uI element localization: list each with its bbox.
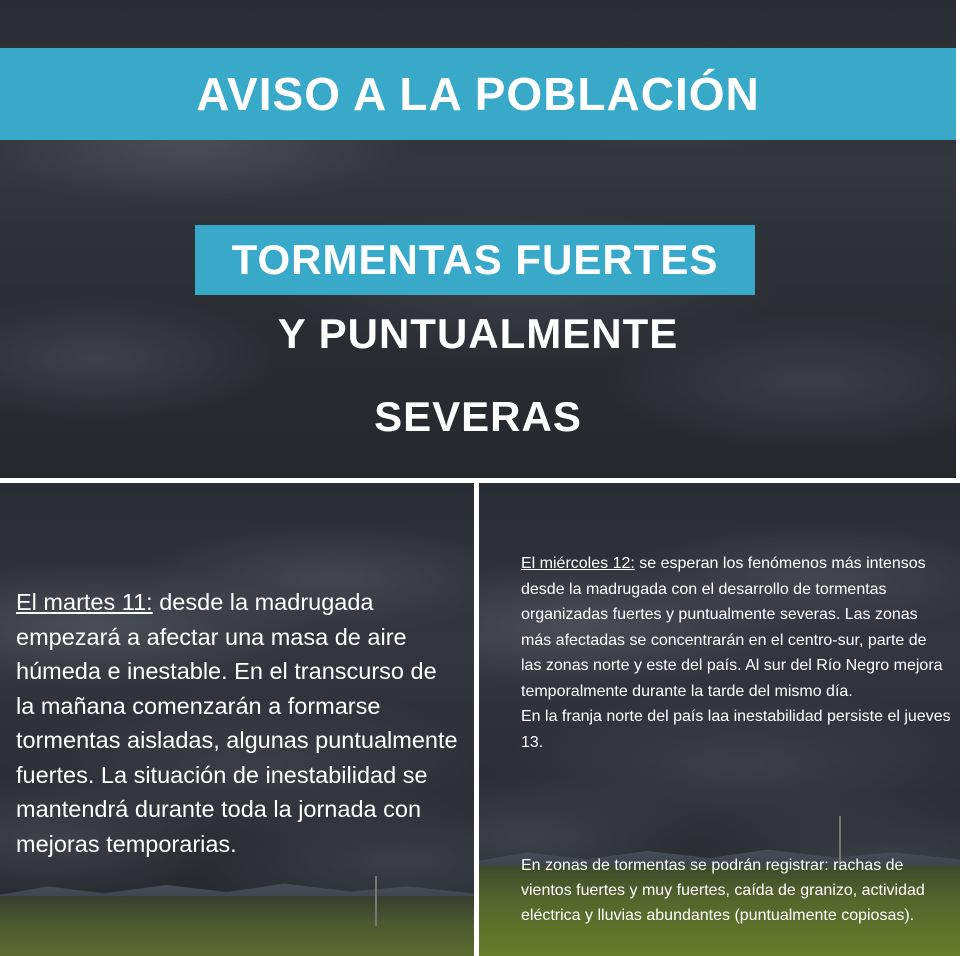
wednesday-body: se esperan los fenómenos más intensos desde la madrugada con el desarrollo de tormentas organizadas fuertes y puntualmente severas. Las zonas más afectadas se concentrarán en el centro-sur, parte de las zonas norte y este del país. Al sur del Río Negro mejora temporalmente durante la tarde del mismo día. [521,555,943,700]
storm-header-panel [0,0,956,478]
wednesday-panel [479,483,960,956]
tuesday-text [16,585,461,861]
field-ground [0,896,474,956]
highlight-box [195,225,755,295]
subtitle-line-3: SEVERAS [374,393,582,440]
tuesday-label: El martes 11: [16,589,153,615]
wednesday-label: El miércoles 12: [521,555,635,572]
thursday-note: En la franja norte del país laa inestabilidad persiste el jueves 13. [521,708,951,751]
banner-band [0,48,956,140]
highlight-title: TORMENTAS FUERTES [231,236,719,283]
banner-title: AVISO A LA POBLACIÓN [196,68,760,120]
wednesday-text [521,551,951,755]
storm-effects-text: En zonas de tormentas se podrán registrar: rachas de vientos fuertes y muy fuertes, caída de granizo, actividad eléctrica y lluvias abundantes (puntualmente copiosas). [521,857,925,924]
tuesday-panel [0,483,474,956]
power-tower-icon [375,876,377,926]
tuesday-body: desde la madrugada empezará a afectar una masa de aire húmeda e inestable. En el transcurso de la mañana comenzarán a formarse tormentas aisladas, algunas puntualmente fuertes. La situación de inestabilidad se mantendrá durante toda la jornada con mejoras temporarias. [16,589,458,857]
subtitle-line-2: Y PUNTUALMENTE [277,310,679,357]
